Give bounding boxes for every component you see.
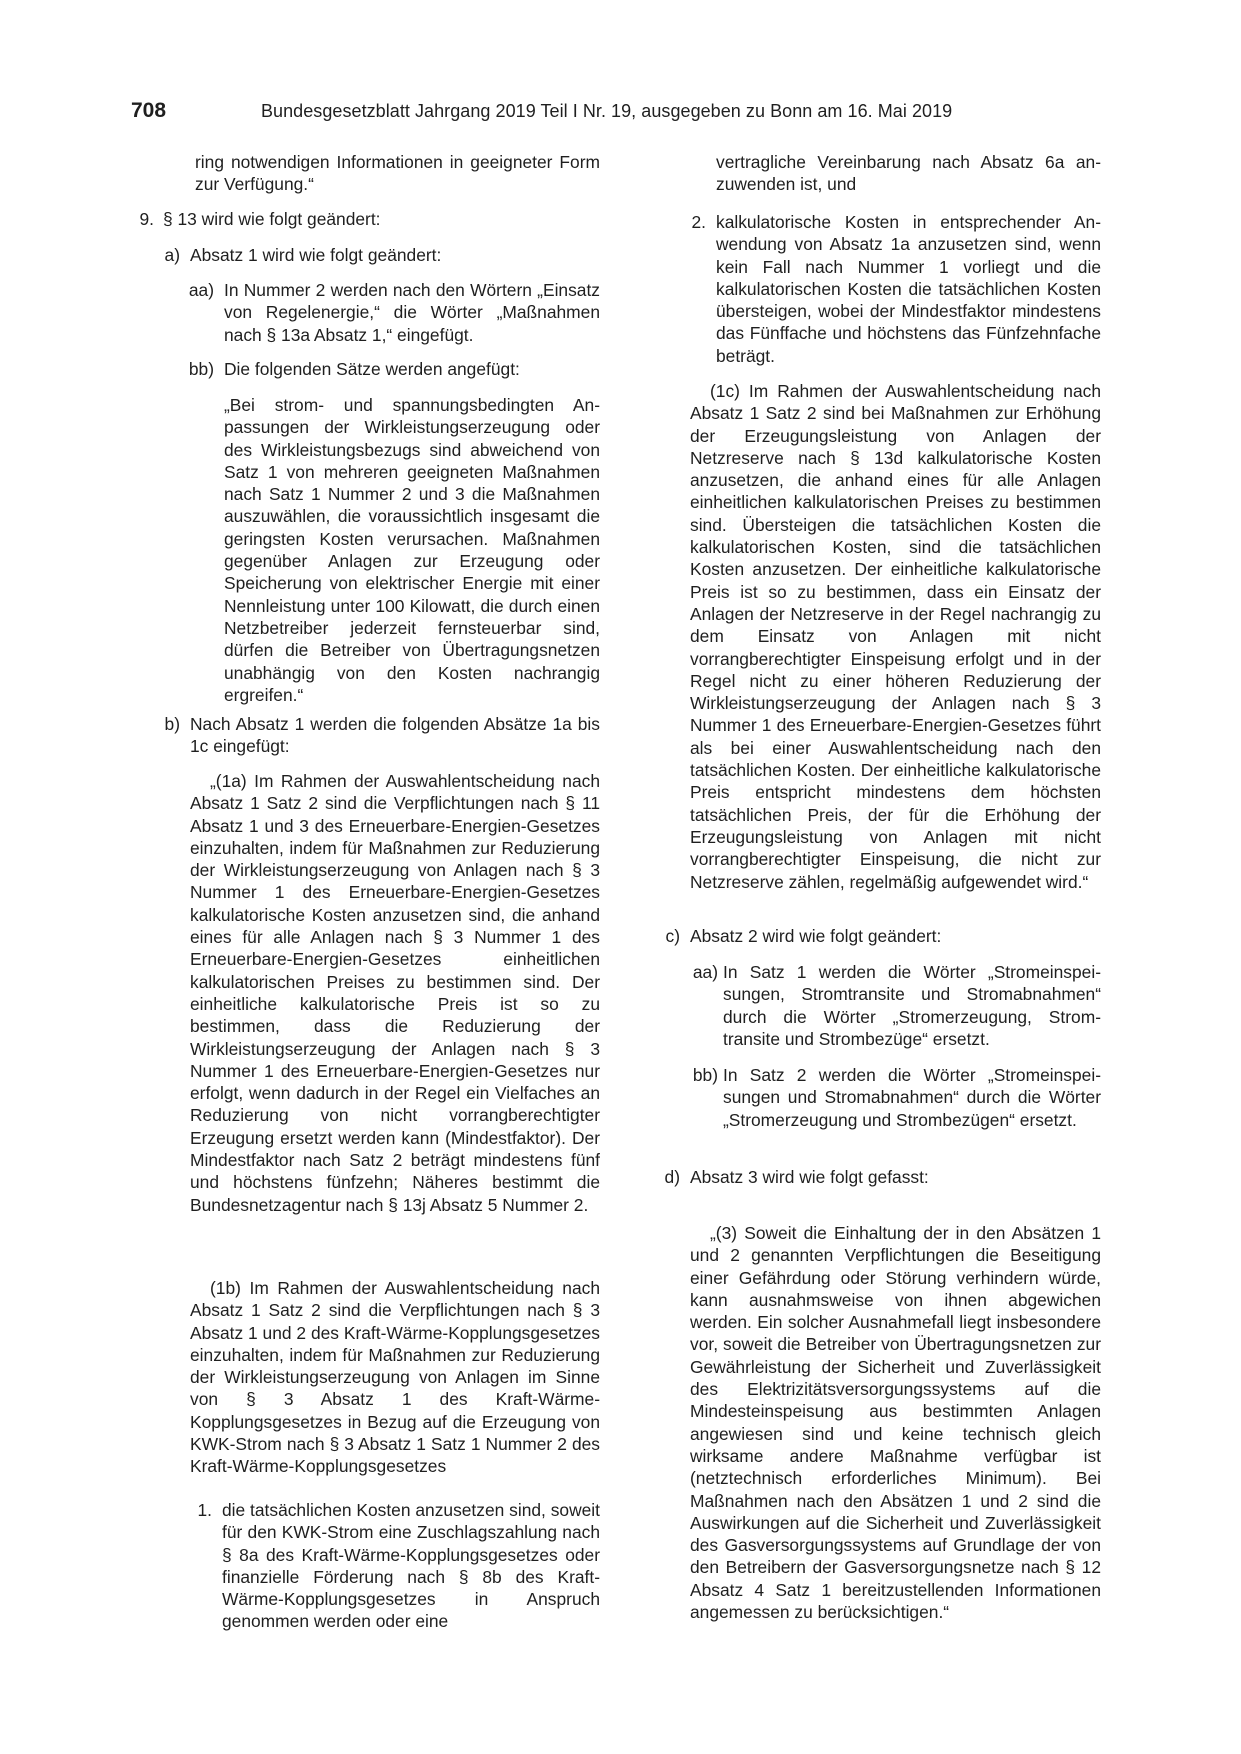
item-2-text: kalkulatorische Kosten in entsprechender Anwendung von Absatz 1a anzusetzen sind, wenn kein Fall nach Nummer 1 vorliegt und die kalkulatorischen Kosten die tatsächlichen Kosten übersteigen, wobei der Mindestfaktor mindestens das Fünffache und höchstens das Fünfzehnfache beträgt. — [716, 212, 1101, 366]
paragraph-1a: „(1a) Im Rahmen der Auswahlentscheidung nach Absatz 1 Satz 2 sind die Verpflichtungen nach § 11 Absatz 1 und 3 des Erneuerbare-Energien-Gesetzes einzuhalten, indem für Maßnahmen zur Reduzierung der Wirkleistungserzeugung von Anlagen nach § 3 Nummer 1 des Erneuerbare-Energien-Gesetzes kalkulatorische Kosten anzusetzen sind, die anhand eines für alle Anlagen nach § 3 Nummer 1 des Erneuerbare-Energien-Gesetzes einheitlichen kalkulatorischen Preises zu bestimmen sind. Der einheitliche kalkulatorische Preis ist so zu bestimmen, dass die Reduzierung der Wirkleistungserzeugung der Anlagen nach § 3 Nummer 1 des Erneuerbare-Energien-Gesetzes nur erfolgt, wenn dadurch in der Regel ein Vielfaches an Reduzierung von nicht vorrangberechtigter Erzeugung ersetzt werden kann (Mindestfaktor). Der Mindestfaktor nach Satz 2 beträgt mindestens fünf und höchstens fünfzehn; Näheres bestimmt die Bundesnetzagentur nach § 13j Absatz 5 Nummer 2. — [190, 771, 600, 1215]
item-d-label: d) — [664, 1167, 680, 1187]
item-c-bb-label: bb) — [692, 1065, 718, 1085]
paragraph-1b: (1b) Im Rahmen der Auswahlentscheidung nach Absatz 1 Satz 2 sind die Verpflichtungen nach § 3 Absatz 1 und 2 des Kraft-Wärme-Kopplungsgesetzes einzuhalten, indem für Maßnahmen zur Reduzierung der Wirkleistungserzeugung von Anlagen im Sinne von § 3 Absatz 1 des Kraft-Wärme-Kopplungsgesetzes in Bezug auf die Erzeugung von KWK-Strom nach § 3 Absatz 1 Satz 1 Nummer 2 des Kraft-Wärme-Kopplungsgesetzes — [190, 1278, 600, 1477]
paragraph-1c: (1c) Im Rahmen der Auswahlentscheidung nach Absatz 1 Satz 2 sind bei Maßnahmen zur Erhöhung der Erzeugungsleistung von Anlagen der Netzreserve nach § 13d kalkulatorische Kosten anzusetzen, die anhand eines für alle Anlagen einheitlichen kalkulatorischen Preises zu bestimmen sind. Übersteigen die tatsächlichen Kosten die kalkulatorischen Kosten, sind die tatsächlichen Kosten anzusetzen. Der einheitliche kalkulatorische Preis ist so zu bestimmen, dass ein Einsatz der Anlagen der Netzreserve in der Regel nachrangig zu dem Einsatz von Anlagen mit nicht vorrangberechtigter Einspeisung erfolgt und in der Regel nicht zu einer höheren Reduzierung der Wirkleistungserzeugung der Anlagen nach § 3 Nummer 1 des Erneuerbare-Energien-Gesetzes führt als bei einer Auswahlentscheidung nach den tatsächlichen Kosten. Der einheitliche kalkulatorische Preis entspricht mindestens dem höchsten tatsächlichen Preis, der für die Erhöhung der Erzeugungsleistung von Anlagen mit nicht vorrangberechtigter Einspeisung, die nicht zur Netzreserve zählen, regelmäßig aufgewendet wird.“ — [690, 381, 1101, 892]
right-carry-over-text: vertragliche Vereinbarung nach Absatz 6a anzuwenden ist, und — [716, 152, 1101, 195]
item-d-text: Absatz 3 wird wie folgt gefasst: — [690, 1167, 929, 1187]
item-c-aa-text: In Satz 1 werden die Wörter „Stromeinspeisungen, Stromtransite und Stromabnahmen“ durch die Wörter „Stromerzeugung, Stromtransite und Strombezüge“ ersetzt. — [723, 962, 1101, 1049]
item-9-text: § 13 wird wie folgt geändert: — [163, 209, 381, 229]
item-c-label: c) — [665, 926, 680, 946]
item-1-label: 1. — [197, 1500, 212, 1520]
quote-bb: „Bei strom- und spannungsbedingten Anpassungen der Wirkleistungserzeugung oder des Wirkleistungsbezugs sind abweichend von Satz 1 von mehreren geeigneten Maßnahmen nach Satz 1 Nummer 2 und 3 die Maßnahmen auszuwählen, die voraussichtlich insgesamt die geringsten Kosten verursachen. Maßnahmen gegenüber Anlagen zur Erzeugung oder Speicherung von elektrischer Energie mit einer Nennleistung unter 100 Kilowatt, die durch einen Netzbetreiber jederzeit fernsteuerbar sind, dürfen die Betreiber von Übertragungsnetzen unabhängig von den Kosten nachrangig ergreifen.“ — [224, 395, 600, 705]
item-c-aa-label: aa) — [692, 962, 718, 982]
item-1-text: die tatsächlichen Kosten anzusetzen sind, soweit für den KWK-Strom eine Zuschlagszahlung nach § 8a des Kraft-Wärme-Kopplungsgesetzes oder finanzielle Förderung nach § 8b des Kraft-Wärme-Kopplungsgesetzes in Anspruch genommen werden oder eine — [222, 1500, 600, 1632]
item-b-text: Nach Absatz 1 werden die folgenden Absätze 1a bis 1c eingefügt: — [190, 714, 600, 757]
item-c-text: Absatz 2 wird wie folgt geändert: — [690, 926, 942, 946]
item-9-label: 9. — [139, 209, 154, 229]
item-bb-text: Die folgenden Sätze werden angefügt: — [224, 359, 520, 379]
item-b-label: b) — [164, 714, 180, 734]
item-a-label: a) — [164, 245, 180, 265]
item-2-label: 2. — [691, 212, 706, 232]
item-bb-label: bb) — [188, 359, 214, 379]
paragraph-3: „(3) Soweit die Einhaltung der in den Absätzen 1 und 2 genannten Verpflichtungen die Beseitigung einer Gefährdung oder Störung verhindern würde, kann ausnahmsweise von ihnen abgewichen werden. Ein solcher Ausnahmefall liegt insbesondere vor, soweit die Betreiber von Übertragungsnetzen zur Gewährleistung der Sicherheit und Zuverlässigkeit des Elektrizitätsversorgungssystems auf die Mindesteinspeisung aus bestimmten Anlagen angewiesen sind und keine technisch gleich wirksame andere Maßnahme verfügbar ist (netztechnisch erforderliches Minimum). Bei Maßnahmen nach den Absätzen 1 und 2 sind die Auswirkungen auf die Sicherheit und Zuverlässigkeit des Gasversorgungssystems auf Grundlage der von den Betreibern der Gasversorgungsnetze nach § 12 Absatz 4 Satz 1 bereitzustellenden Informationen angemessen zu berücksichtigen.“ — [690, 1223, 1101, 1623]
item-a-text: Absatz 1 wird wie folgt geändert: — [190, 245, 442, 265]
running-title: Bundesgesetzblatt Jahrgang 2019 Teil I Nr. 19, ausgegeben zu Bonn am 16. Mai 2019 — [261, 101, 953, 121]
page-number: 708 — [131, 99, 167, 122]
item-aa-label: aa) — [188, 280, 214, 300]
item-aa-text: In Nummer 2 werden nach den Wörtern „Einsatz von Regelenergie,“ die Wörter „Maßnahmen nach § 13a Absatz 1,“ eingefügt. — [224, 280, 600, 345]
carry-over-text: ring notwendigen Informationen in geeigneter Form zur Verfügung.“ — [195, 152, 600, 195]
item-c-bb-text: In Satz 2 werden die Wörter „Stromeinspeisungen und Stromabnahmen“ durch die Wörter „Stromerzeugung und Strombezügen“ ersetzt. — [723, 1065, 1101, 1130]
